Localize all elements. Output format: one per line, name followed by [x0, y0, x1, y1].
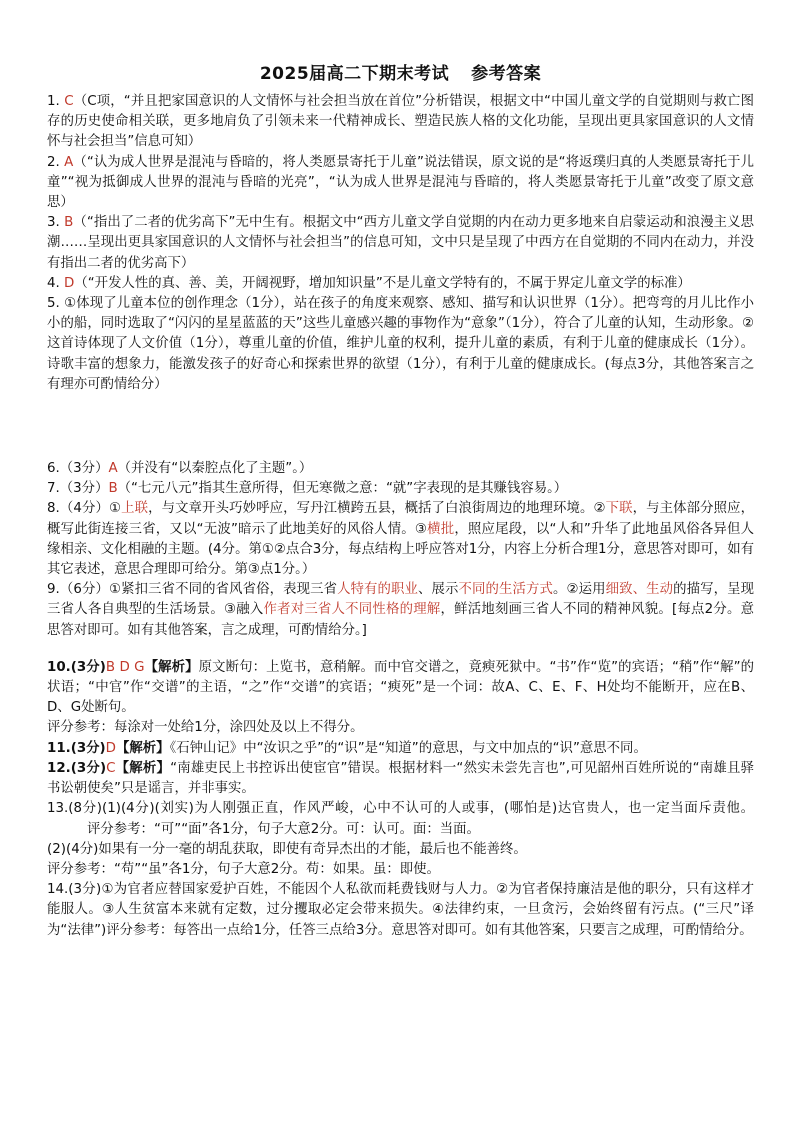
answer-6-prefix: 6.（3分） — [47, 461, 109, 477]
answer-2-choice: A — [64, 154, 74, 170]
answer-1-number: 1. — [47, 94, 60, 109]
answer-6 — [47, 459, 754, 479]
answer-11-text: 《石钟山记》中“汝识之乎”的“识”是“知道”的意思，与文中加点的“识”意思不同。 — [169, 740, 647, 756]
answer-5-text: ①体现了儿童本位的创作理念（1分），站在孩子的角度来观察、感知、描写和认识世界（1分）。把弯弯的月儿比作小小的船，同时选取了“闪闪的星星蓝蓝的天”这些儿童感兴趣的事物作为“意象”（1分），符合了儿童的认知，生动形象。②这首诗体现了人文价值（1分），尊重儿童的价值，维护儿童的权利，提升儿童的素质，有利于儿童的健康成长（1分）。诗歌丰富的想象力，能激发孩子的好奇心和探索世界的欲望（1分），有利于儿童的健康成长。(每点3分，其他答案言之有理亦可酌情给分） — [47, 296, 755, 392]
answer-5-number: 5. — [47, 296, 60, 312]
answer-9-highlight-1: 人特有的职业 — [337, 582, 419, 598]
answer-10-prefix: 10.(3分) — [47, 659, 106, 675]
answer-4 — [47, 274, 754, 294]
answer-9-text-1: 、展示 — [418, 582, 459, 598]
answer-2 — [47, 153, 754, 214]
answer-9-prefix: 9.（6分）①紧扣三省不同的省风省俗，表现三省 — [47, 582, 338, 598]
answer-10-tag: 【解析】 — [144, 659, 199, 675]
answer-2-number: 2. — [47, 154, 60, 170]
answer-10-text: 原文断句：上览书，意稍解。而中官交谱之，竟瘐死狱中。“书”作“览”的宾语；“稍”作“解”的状语；“中官”作“交谱”的主语，“之”作“交谱”的宾语；“瘐死”是一个词：故A、C、E、F、H处均不能断开，应在B、D、G处断句。 — [47, 659, 755, 716]
answer-1-text: （C项，“并且把家国意识的人文情怀与社会担当放在首位”分析错误，根据文中“中国儿童文学的自觉期则与救亡图存的历史使命相关联，更多地肩负了引领未来一代精神成长、塑造民族人格的文化功能，呈现出更具家国意识的人文情怀与社会担当”信息可知） — [47, 94, 754, 150]
answer-11-choice: D — [105, 740, 116, 756]
answer-9-text-3: 的描写，呈现三省人各自典型的生活场景。③融入 — [47, 582, 755, 618]
answer-3-text: （“指出了二者的优劣高下”无中生有。根据文中“西方儿童文学自觉期的内在动力更多地来自启蒙运动和浪漫主义思潮……呈现出更具家国意识的人文情怀与社会担当”的信息可知，文中只是呈现了中西方在自觉期的不同内在动力，并没有指出二者的优劣高下） — [47, 215, 755, 271]
answer-8-text-3: ，照应尾段，以“人和”升华了此地虽风俗各异但人缘相亲、文化相融的主题。(4分。第①②点合3分，每点结构上呼应答对1分，内容上分析合理1分，意思答对即可，如有其它表述，意思合理即可给分。第③点1分。） — [47, 521, 754, 578]
answer-12-choice: C — [106, 760, 116, 776]
answer-11-prefix: 11.(3分) — [47, 740, 106, 756]
answer-9-highlight-4: 作者对三省人不同性格的理解 — [263, 602, 441, 618]
answer-5 — [47, 294, 754, 395]
answer-9-text-2: 。②运用 — [553, 582, 606, 598]
title-sub: 参考答案 — [471, 64, 542, 84]
answer-3-choice: B — [64, 215, 74, 231]
answer-7-prefix: 7.（3分） — [47, 481, 109, 497]
answer-9 — [47, 580, 754, 641]
answer-4-number: 4. — [47, 275, 60, 291]
answer-8-highlight-1: 上联 — [121, 501, 149, 517]
answer-7-text: （“七元八元”指其生意所得，但无寒微之意：“就”字表现的是其赚钱容易。） — [117, 481, 568, 497]
answer-6-text: （并没有“以秦腔点化了主题”。） — [117, 461, 313, 477]
answer-12-text: “南雄吏民上书控诉出使宦官”错误。根据材料一“然实未尝先言也”,可见韶州百姓所说的“南雄且驿书讼朝使矣”只是谣言，并非事实。 — [47, 760, 754, 797]
answer-12-prefix: 12.(3分) — [47, 760, 107, 776]
answer-8-highlight-3: 横批 — [427, 521, 455, 537]
answer-8-prefix: 8.（4分）① — [47, 501, 122, 517]
answer-3 — [47, 213, 754, 274]
answer-8-text-2: ，与主体部分照应，概写此街连接三省，又以“无波”暗示了此地美好的风俗人情。③ — [47, 501, 755, 537]
answer-9-highlight-3: 细致、生动 — [605, 582, 674, 598]
answer-11 — [47, 739, 754, 759]
answer-9-highlight-2: 不同的生活方式 — [458, 582, 554, 598]
answer-3-number: 3. — [47, 215, 60, 231]
answer-8-highlight-2: 下联 — [605, 501, 633, 517]
answer-11-tag: 【解析】 — [115, 740, 170, 756]
answer-10 — [47, 658, 754, 719]
answer-2-text: （“认为成人世界是混沌与昏暗的，将人类愿景寄托于儿童”说法错误，原文说的是“将返璞归真的人类愿景寄托于儿童”“视为抵御成人世界的混沌与昏暗的光亮”，“认为成人世界是混沌与昏暗的，将人类愿景寄托于儿童”改变了原文意思） — [47, 154, 755, 211]
answer-10-score: 评分参考：每涂对一处给1分，涂四处及以上不得分。 — [47, 720, 364, 736]
answer-6-choice: A — [108, 461, 118, 477]
answer-7 — [47, 479, 754, 499]
answer-4-text: （“开发人性的真、善、美，开阔视野，增加知识量”不是儿童文学特有的，不属于界定儿童文学的标准） — [74, 275, 691, 291]
answer-12 — [47, 759, 754, 799]
answer-12-tag: 【解析】 — [115, 760, 171, 776]
answer-8-text-1: ，与文章开头巧妙呼应，写丹江横跨五县，概括了白浪街周边的地理环境。② — [148, 501, 606, 517]
title-main: 2025届高二下期末考试 — [259, 64, 450, 84]
answer-13-part-1-score: 评分参考：“可”“面”各1分，句子大意2分。可：认可。面：当面。 — [87, 821, 480, 837]
answer-8 — [47, 499, 754, 580]
answer-1-choice: C — [64, 94, 74, 109]
page-title — [47, 62, 754, 86]
answer-13-score: 评分参考：“苟”“虽”各1分，句子大意2分。苟：如果。虽：即使。 — [47, 861, 440, 877]
answer-13-part-1: 13.(8分)(1)(4分)(刘实)为人刚强正直，作风严峻，心中不认可的人或事，(哪怕是)达官贵人，也一定当面斥责他。 — [47, 801, 754, 817]
answer-10-choice: B D G — [105, 659, 145, 675]
answer-7-choice: B — [108, 481, 118, 497]
answer-14: 14.(3分)①为官者应替国家爱护百姓，不能因个人私欲而耗费钱财与人力。②为官者保持廉洁是他的职分，只有这样才能服人。③人生贫富本来就有定数，过分攫取必定会带来损失。④法律约束，一旦贪污，会始终留有污点。(“三尺”译为“法律”)评分参考：每答出一点给1分，任答三点给3分。意思答对即可。如有其他答案，只要言之成理，可酌情给分。 — [47, 882, 754, 938]
answer-13-part-2: (2)(4分)如果有一分一毫的胡乱获取，即使有奇异杰出的才能，最后也不能善终。 — [47, 841, 527, 857]
answer-4-choice: D — [64, 275, 75, 291]
answer-9-text-4: ，鲜活地刻画三省人不同的精神风貌。[每点2分。意思答对即可。如有其他答案，言之成理，可酌情给分。] — [47, 602, 754, 638]
answer-1 — [47, 92, 754, 153]
answer-13 — [47, 799, 754, 839]
